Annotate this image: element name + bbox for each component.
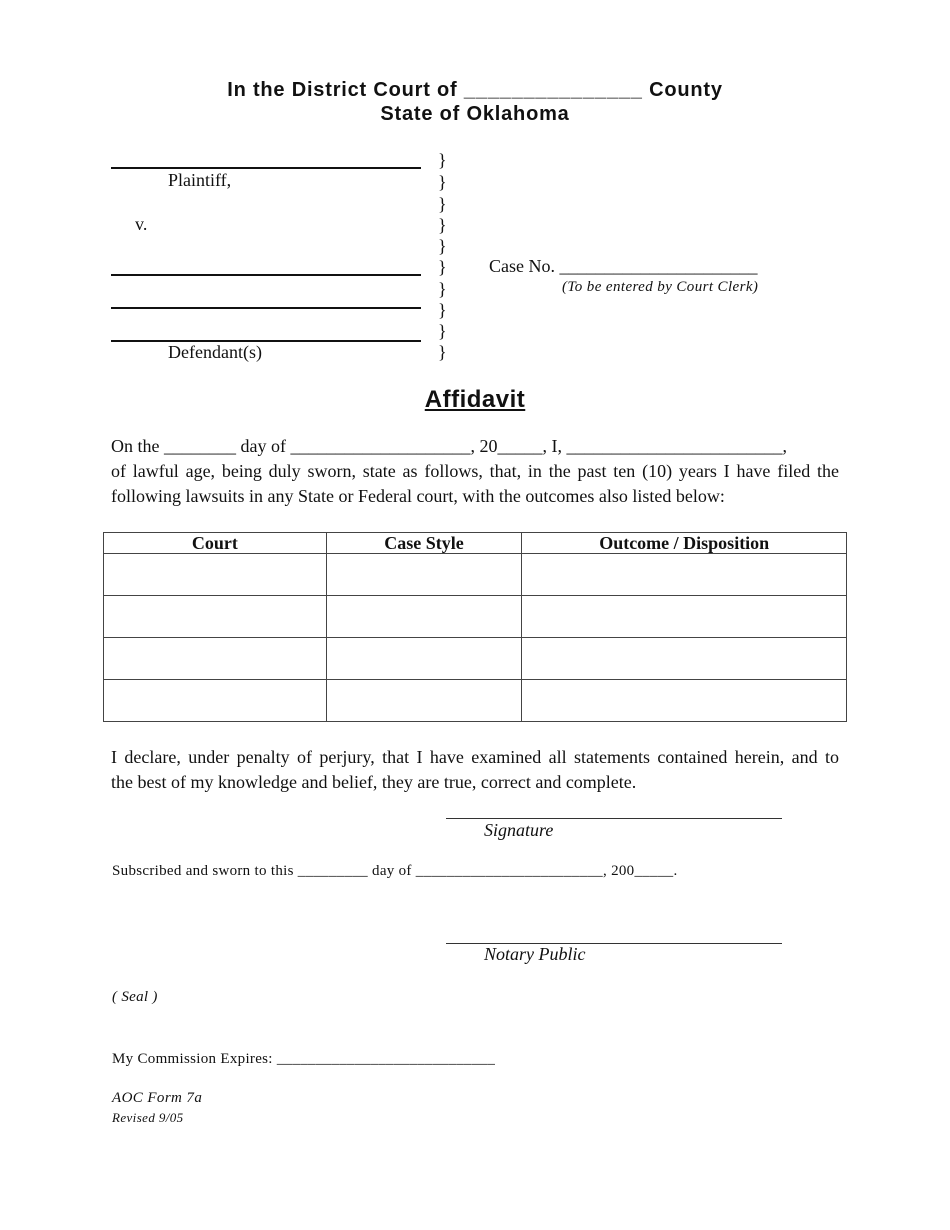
case-number-note: (To be entered by Court Clerk) [562,279,759,295]
intro-paragraph [111,434,839,509]
court-cell[interactable] [104,638,327,680]
case-style-cell[interactable] [326,680,522,722]
plaintiff-name-line [111,167,421,169]
caption-brace: } [438,194,447,214]
intro-line: of lawful age, being duly sworn, state as follows, that, in the past ten (10) years I have filed the [111,461,839,481]
column-header-case-style: Case Style [326,533,522,554]
caption-brace: } [438,236,447,256]
commission-expires-line: My Commission Expires: ____________________________ [112,1051,496,1067]
declaration-paragraph [111,745,839,795]
caption-brace: } [438,257,447,277]
table-row [104,554,847,596]
table-row [104,596,847,638]
outcome-cell[interactable] [522,680,847,722]
notary-public-label: Notary Public [484,944,586,964]
caption-brace: } [438,342,447,362]
table-row [104,638,847,680]
signature-line[interactable] [446,818,782,819]
lawsuits-table [103,532,847,722]
caption-brace: } [438,321,447,341]
case-style-cell[interactable] [326,638,522,680]
defendant-name-line-1 [111,274,421,276]
caption-brace: } [438,215,447,235]
outcome-cell[interactable] [522,554,847,596]
defendant-label: Defendant(s) [168,342,262,362]
caption-brace: } [438,172,447,192]
declaration-line: the best of my knowledge and belief, they are true, correct and complete. [111,772,637,792]
column-header-outcome: Outcome / Disposition [522,533,847,554]
caption-brace: } [438,279,447,299]
court-cell[interactable] [104,554,327,596]
table-row [104,680,847,722]
court-cell[interactable] [104,680,327,722]
outcome-cell[interactable] [522,596,847,638]
court-heading: In the District Court of _______________ County [227,79,723,101]
outcome-cell[interactable] [522,638,847,680]
defendant-name-line-2 [111,307,421,309]
case-style-cell[interactable] [326,554,522,596]
form-revision: Revised 9/05 [112,1110,184,1125]
column-header-court: Court [104,533,327,554]
case-number-field: Case No. ______________________ [489,256,758,276]
plaintiff-label: Plaintiff, [168,170,232,190]
versus-label: v. [135,214,148,234]
defendant-name-line-3 [111,340,421,342]
document-title: Affidavit [424,386,526,413]
caption-brace: } [438,300,447,320]
signature-label: Signature [484,820,554,840]
declaration-line: I declare, under penalty of perjury, that I have examined all statements contained herein, and to [111,747,839,767]
intro-line: On the ________ day of ____________________, 20_____, I, ________________________, [111,436,787,456]
form-id: AOC Form 7a [112,1090,203,1106]
subscribed-sworn-line: Subscribed and sworn to this _________ day of ________________________, 200_____. [112,863,678,879]
court-cell[interactable] [104,596,327,638]
case-style-cell[interactable] [326,596,522,638]
seal-placeholder: ( Seal ) [112,989,158,1005]
state-heading: State of Oklahoma [380,103,570,125]
intro-line: following lawsuits in any State or Federal court, with the outcomes also listed below: [111,486,725,506]
caption-brace: } [438,150,447,170]
table-header-row [104,533,847,554]
